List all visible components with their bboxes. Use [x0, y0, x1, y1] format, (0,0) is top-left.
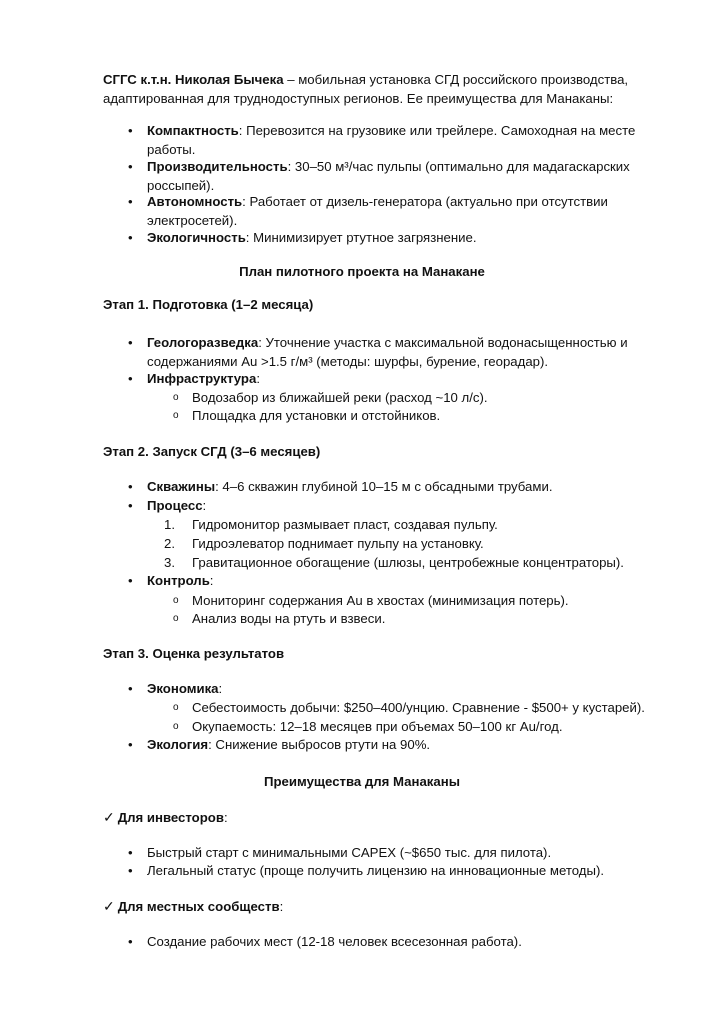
stage-heading: Этап 1. Подготовка (1–2 месяца) [103, 297, 314, 312]
list-item: • Производительность: 30–50 м³/час пульпы (оптимально для мадагаскарских россыпей). [128, 159, 630, 193]
check-icon: ✓ [103, 809, 115, 825]
intro-paragraph [103, 71, 663, 108]
sub-item: o Водозабор из ближайшей реки (расход ~10 л/с). [173, 390, 488, 405]
stage-heading: Этап 3. Оценка результатов [103, 646, 285, 661]
sub-item: o Мониторинг содержания Au в хвостах (минимизация потерь). [173, 593, 569, 608]
list-item: • Легальный статус (проще получить лицензию на инновационные методы). [128, 863, 605, 878]
list-item: • Скважины: 4–6 скважин глубиной 10–15 м с обсадными трубами. [128, 479, 553, 494]
sub-item: o Себестоимость добычи: $250–400/унцию. Сравнение - $500+ у кустарей). [173, 700, 645, 715]
list-item: • Быстрый старт с минимальными CAPEX (~$650 тыс. для пилота). [128, 845, 552, 860]
numbered-item: 3. Гравитационное обогащение (шлюзы, центробежные концентраторы). [164, 555, 624, 570]
sub-item: o Площадка для установки и отстойников. [173, 408, 441, 423]
section-heading: Преимущества для Манаканы [264, 774, 460, 789]
list-item: • Инфраструктура: [128, 371, 260, 386]
list-item: • Экология: Снижение выбросов ртути на 90%. [128, 737, 431, 752]
list-item: • Контроль: [128, 573, 214, 588]
list-item: • Экологичность: Минимизирует ртутное загрязнение. [128, 230, 477, 245]
check-icon: ✓ [103, 898, 115, 914]
list-item: • Автономность: Работает от дизель-генератора (актуально при отсутствии электросетей). [128, 194, 608, 228]
list-item: • Экономика: [128, 681, 223, 696]
communities-heading: ✓ Для местных сообществ: [103, 898, 284, 914]
numbered-item: 1. Гидромонитор размывает пласт, создавая пульпу. [164, 517, 498, 532]
list-item: • Создание рабочих мест (12-18 человек всесезонная работа). [128, 934, 522, 949]
list-item: • Компактность: Перевозится на грузовике или трейлере. Самоходная на месте работы. [128, 123, 636, 157]
list-item: • Геологоразведка: Уточнение участка с максимальной водонасыщенностью и содержаниями Au >1.5 г/м³ (методы: шурфы, бурение, георадар). [128, 335, 628, 369]
sub-item: o Окупаемость: 12–18 месяцев при объемах 50–100 кг Au/год. [173, 719, 563, 734]
list-item: • Процесс: [128, 498, 207, 513]
numbered-item: 2. Гидроэлеватор поднимает пульпу на установку. [164, 536, 484, 551]
section-heading: План пилотного проекта на Манакане [239, 264, 485, 279]
intro-bold: СГГС к.т.н. Николая Бычека [103, 72, 284, 87]
sub-item: o Анализ воды на ртуть и взвеси. [173, 611, 386, 626]
investors-heading: ✓ Для инвесторов: [103, 809, 228, 825]
stage-heading: Этап 2. Запуск СГД (3–6 месяцев) [103, 444, 321, 459]
intro-text: – мобильная установка СГД российского производства, адаптированная для труднодоступных регионов. Ее преимущества для Манаканы: [103, 72, 629, 106]
